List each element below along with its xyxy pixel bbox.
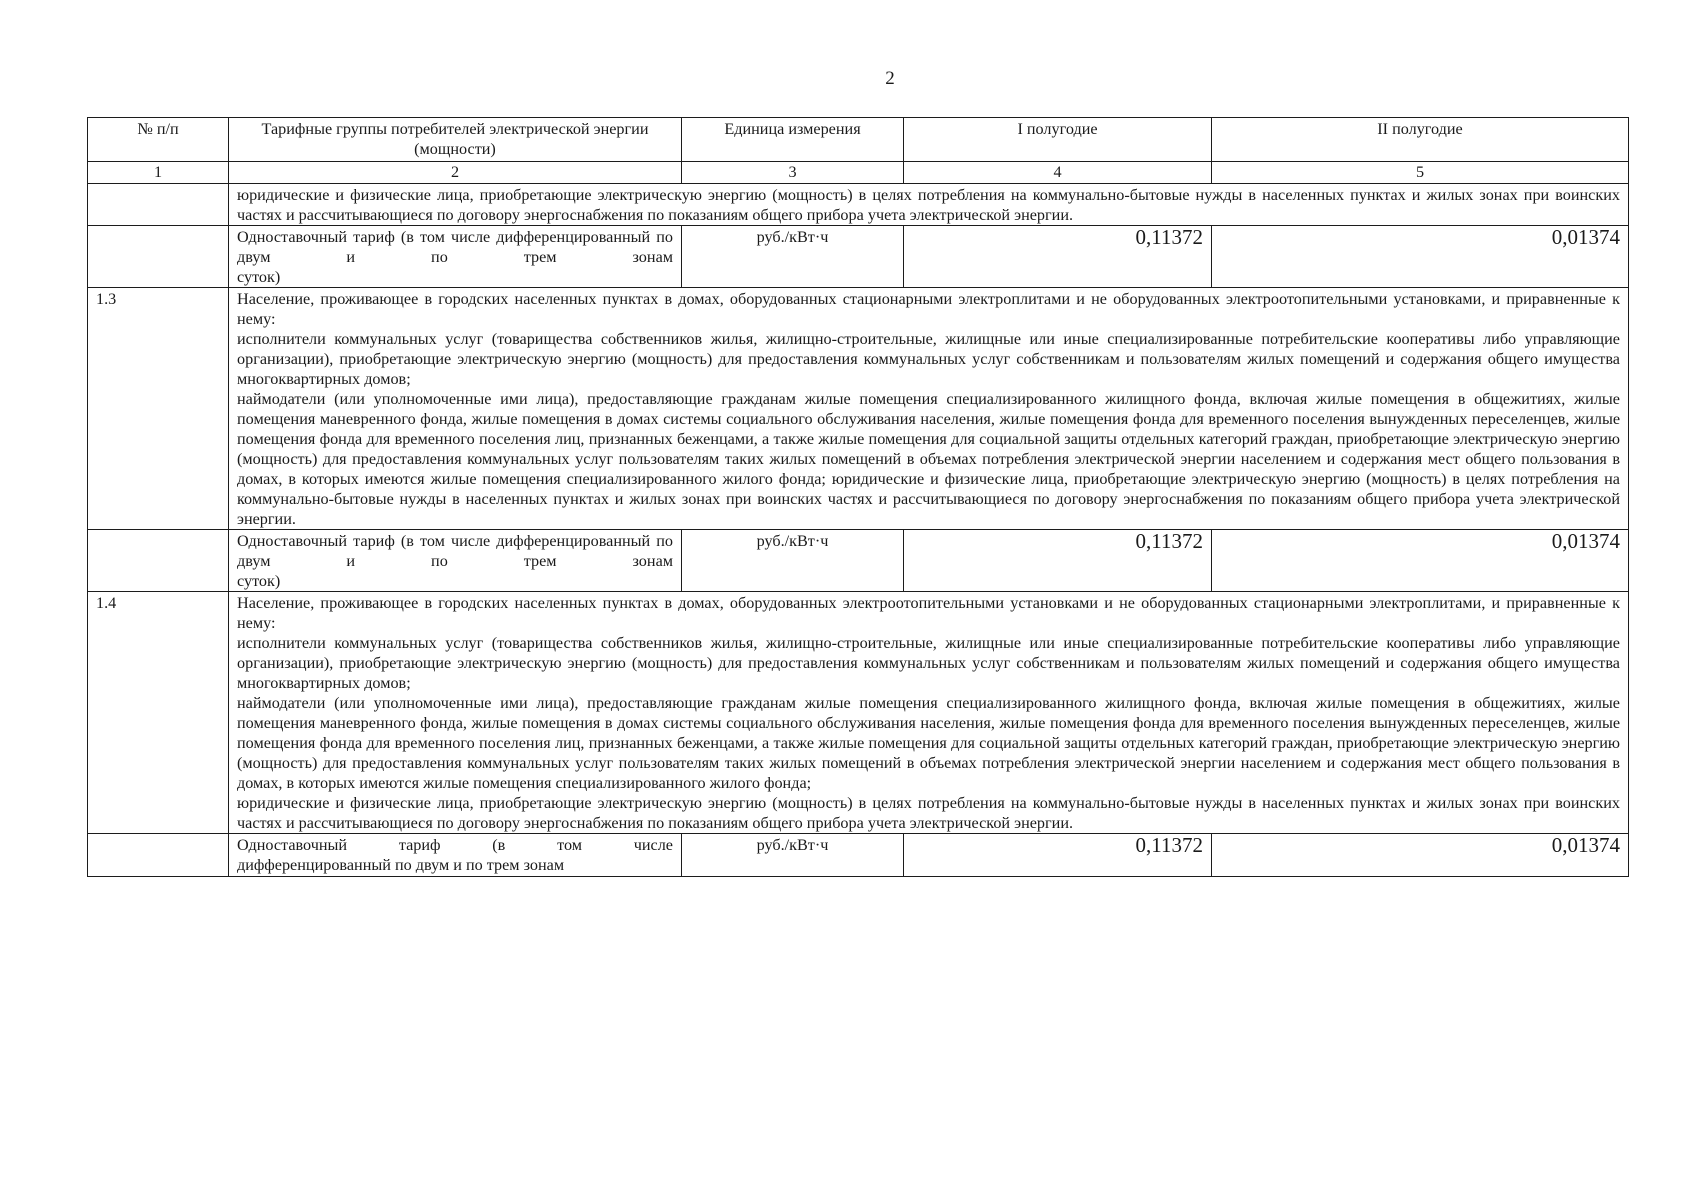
tariff-name-line: дифференцированный по двум и по трем зонам xyxy=(237,228,674,266)
paragraph: наймодатели (или уполномоченные ими лица), предоставляющие гражданам жилые помещения специализированного жилищного фонда, включая жилые помещения в общежитиях, жилые помещения маневренного фонда, жилые помещения в домах системы социального обслуживания населения, жилые помещения фонда для временного поселения вынужденных переселенцев, жилые помещения фонда для временного поселения лиц, признанных беженцами, а также жилые помещения для социальной защиты отдельных категорий граждан, приобретающие электрическую энергию (мощность) для предоставления коммунальных услуг пользователям таких жилых помещений в объемах потребления электрической энергии населением и содержания мест общего пользования в домах, в которых имеются жилые помещения специализированного жилого фонда; xyxy=(237,694,1620,792)
tariff-second-half-value: 0,01374 xyxy=(1212,226,1629,288)
tariff-name-line: дифференцированный по двум и по трем зонам xyxy=(237,856,565,874)
table-header-row xyxy=(88,118,1629,162)
tariff-name-line: суток) xyxy=(237,572,281,590)
tariff-unit: руб./кВт·ч xyxy=(682,530,904,592)
empty-number-cell xyxy=(88,834,229,877)
tariff-row xyxy=(88,834,1629,877)
tariff-table xyxy=(87,117,1629,877)
tariff-name xyxy=(229,834,682,877)
section-description xyxy=(229,288,1629,530)
paragraph: наймодатели (или уполномоченные ими лица), предоставляющие гражданам жилые помещения специализированного жилищного фонда, включая жилые помещения в общежитиях, жилые помещения маневренного фонда, жилые помещения в домах системы социального обслуживания населения, жилые помещения фонда для временного поселения вынужденных переселенцев, жилые помещения фонда для временного поселения лиц, признанных беженцами, а также жилые помещения для социальной защиты отдельных категорий граждан, приобретающие электрическую энергию (мощность) для предоставления коммунальных услуг пользователям таких жилых помещений в объемах потребления электрической энергии населением и содержания мест общего пользования в домах, в которых имеются жилые помещения специализированного жилого фонда; юридические и физические лица, приобретающие электрическую энергию (мощность) в целях потребления на коммунально-бытовые нужды в населенных пунктах и жилых зонах при воинских частях и рассчитывающиеся по договору энергоснабжения по показаниям общего прибора учета электрической энергии. xyxy=(237,390,1620,528)
empty-number-cell xyxy=(88,184,229,226)
header-unit: Единица измерения xyxy=(682,118,904,162)
paragraph: юридические и физические лица, приобретающие электрическую энергию (мощность) в целях потребления на коммунально-бытовые нужды в населенных пунктах и жилых зонах при воинских частях и рассчитывающиеся по договору энергоснабжения по показаниям общего прибора учета электрической энергии. xyxy=(237,186,1620,224)
tariff-row xyxy=(88,226,1629,288)
tariff-first-half-value: 0,11372 xyxy=(904,834,1212,877)
column-number: 1 xyxy=(88,162,229,184)
header-number: № п/п xyxy=(88,118,229,162)
tariff-second-half-value: 0,01374 xyxy=(1212,834,1629,877)
tariff-first-half-value: 0,11372 xyxy=(904,226,1212,288)
table-row xyxy=(88,592,1629,834)
tariff-unit: руб./кВт·ч xyxy=(682,226,904,288)
paragraph: Население, проживающее в городских населенных пунктах в домах, оборудованных стационарными электроплитами и не оборудованных электроотопительными установками, и приравненные к нему: xyxy=(237,290,1620,328)
paragraph: юридические и физические лица, приобретающие электрическую энергию (мощность) в целях потребления на коммунально-бытовые нужды в населенных пунктах и жилых зонах при воинских частях и рассчитывающиеся по договору энергоснабжения по показаниям общего прибора учета электрической энергии. xyxy=(237,794,1620,832)
tariff-row xyxy=(88,530,1629,592)
paragraph: исполнители коммунальных услуг (товарищества собственников жилья, жилищно-строительные, жилищные или иные специализированные потребительские кооперативы либо управляющие организации), приобретающие электрическую энергию (мощность) для предоставления коммунальных услуг собственникам и пользователям жилых помещений и содержания общего имущества многоквартирных домов; xyxy=(237,634,1620,692)
paragraph: исполнители коммунальных услуг (товарищества собственников жилья, жилищно-строительные, жилищные или иные специализированные потребительские кооперативы либо управляющие организации), приобретающие электрическую энергию (мощность) для предоставления коммунальных услуг собственникам и пользователям жилых помещений и содержания общего имущества многоквартирных домов; xyxy=(237,330,1620,388)
tariff-name xyxy=(229,226,682,288)
header-tariff-groups: Тарифные группы потребителей электрической энергии (мощности) xyxy=(229,118,682,162)
empty-number-cell xyxy=(88,226,229,288)
column-number: 2 xyxy=(229,162,682,184)
column-number: 5 xyxy=(1212,162,1629,184)
header-second-half: II полугодие xyxy=(1212,118,1629,162)
tariff-second-half-value: 0,01374 xyxy=(1212,530,1629,592)
section-number: 1.4 xyxy=(88,592,229,834)
tariff-name-line: Одноставочный тариф (в том числе xyxy=(237,836,673,854)
empty-number-cell xyxy=(88,530,229,592)
header-first-half: I полугодие xyxy=(904,118,1212,162)
column-number: 4 xyxy=(904,162,1212,184)
tariff-name xyxy=(229,530,682,592)
tariff-unit: руб./кВт·ч xyxy=(682,834,904,877)
section-description xyxy=(229,592,1629,834)
column-numbers-row xyxy=(88,162,1629,184)
continuation-description xyxy=(229,184,1629,226)
table-row xyxy=(88,288,1629,530)
table-row xyxy=(88,184,1629,226)
tariff-name-line: Одноставочный тариф (в том числе xyxy=(237,532,491,550)
tariff-name-line: Одноставочный тариф (в том числе xyxy=(237,228,491,246)
tariff-name-truncated xyxy=(237,835,673,876)
page-number: 2 xyxy=(885,68,895,89)
paragraph: Население, проживающее в городских населенных пунктах в домах, оборудованных электроотопительными установками и не оборудованных стационарными электроплитами, и приравненные к нему: xyxy=(237,594,1620,632)
tariff-first-half-value: 0,11372 xyxy=(904,530,1212,592)
tariff-name-line: суток) xyxy=(237,268,281,286)
column-number: 3 xyxy=(682,162,904,184)
tariff-name-line: дифференцированный по двум и по трем зонам xyxy=(237,532,674,570)
section-number: 1.3 xyxy=(88,288,229,530)
